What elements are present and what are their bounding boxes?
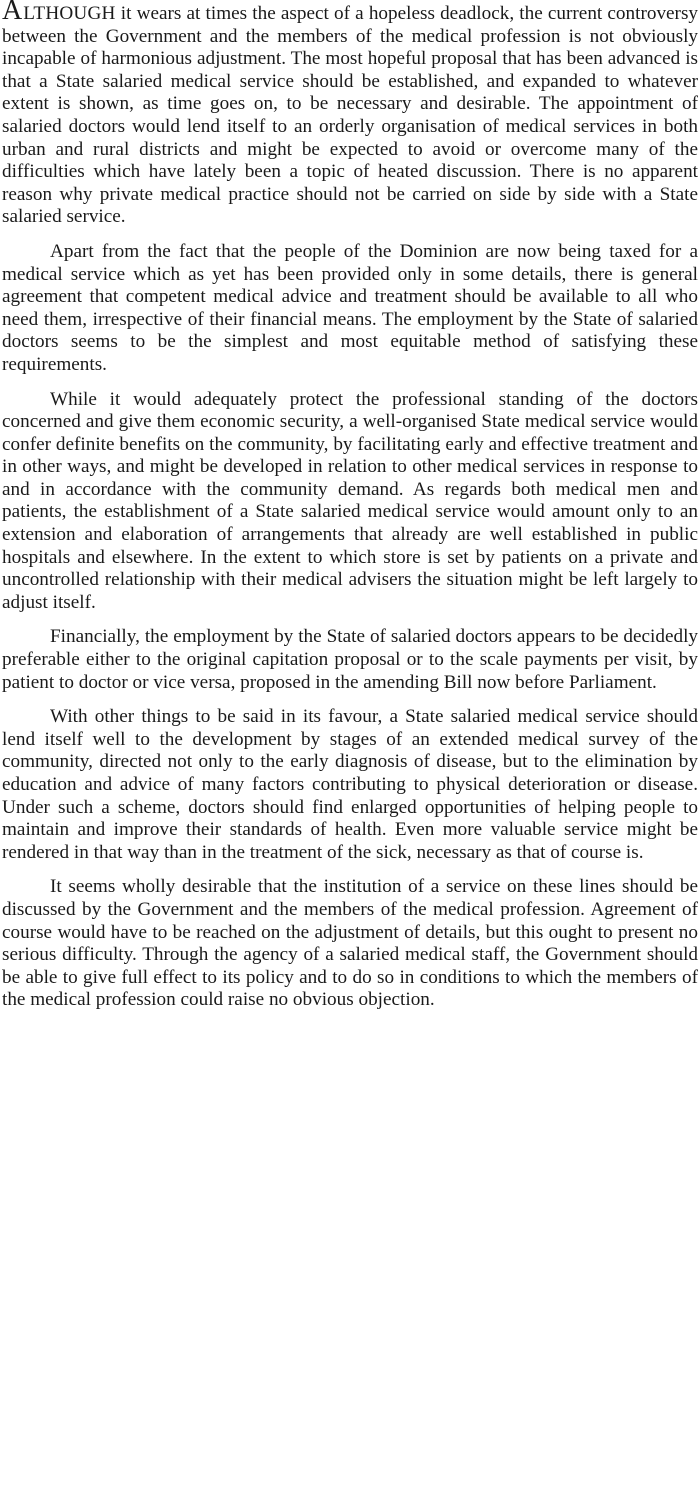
paragraph-2: Apart from the fact that the people of the Dominion are now being taxed for a medical service which as yet has been provided only in some details, there is general agreement that competent medical advice and treatment should be available to all who need them, irrespective of their financial means. The employment by the State of salaried doctors seems to be the simplest and most equitable method of satisfying these requirements. bbox=[2, 240, 698, 375]
paragraph-5: With other things to be said in its favour, a State salaried medical service should lend itself well to the development by stages of an extended medical survey of the community, directed not only to the early diagnosis of disease, but to the elimination by education and advice of many factors contributing to physical deterioration or disease. Under such a scheme, doctors should find enlarged opportunities of helping people to maintain and improve their standards of health. Even more valuable service might be rendered in that way than in the treatment of the sick, necessary as that of course is. bbox=[2, 706, 698, 863]
paragraph-4: Financially, the employment by the State of salaried doctors appears to be decidedly preferable either to the original capitation proposal or to the scale payments per visit, by patient to doctor or vice versa, proposed in the amending Bill now before Parliament. bbox=[2, 626, 698, 693]
paragraph-6: It seems wholly desirable that the institution of a service on these lines should be discussed by the Government and the members of the medical profession. Agreement of course would have to be reached on the adjustment of details, but this ought to present no serious difficulty. Through the agency of a salaried medical staff, the Government should be able to give full effect to its policy and to do so in conditions to which the members of the medical profession could raise no obvious objection. bbox=[2, 876, 698, 1011]
article-column bbox=[2, 0, 698, 1024]
lead-word: LTHOUGH bbox=[23, 3, 116, 24]
paragraph-1-text: it wears at times the aspect of a hopeless deadlock, the current controversy between the Government and the members of the medical profession is not obviously incapable of harmonious adjustment. The most hopeful proposal that has been advanced is that a State salaried medical service should be established, and expanded to whatever extent is shown, as time goes on, to be necessary and desirable. The appointment of salaried doctors would lend itself to an orderly organisation of medical services in both urban and rural districts and might be expected to avoid or overcome many of the difficulties which have lately been a topic of heated discussion. There is no apparent reason why private medical practice should not be carried on side by side with a State salaried service. bbox=[2, 3, 698, 228]
drop-cap: A bbox=[2, 0, 23, 26]
paragraph-3: While it would adequately protect the professional standing of the doctors concerned and give them economic security, a well-organised State medical service would confer definite benefits on the community, by facilitating early and effective treatment and in other ways, and might be developed in relation to other medical services in response to and in accordance with the community demand. As regards both medical men and patients, the establishment of a State salaried medical service would amount only to an extension and elaboration of arrangements that already are well established in public hospitals and elsewhere. In the extent to which store is set by patients on a private and uncontrolled relationship with their medical advisers the situation might be left largely to adjust itself. bbox=[2, 388, 698, 613]
paragraph-1 bbox=[2, 1, 698, 229]
